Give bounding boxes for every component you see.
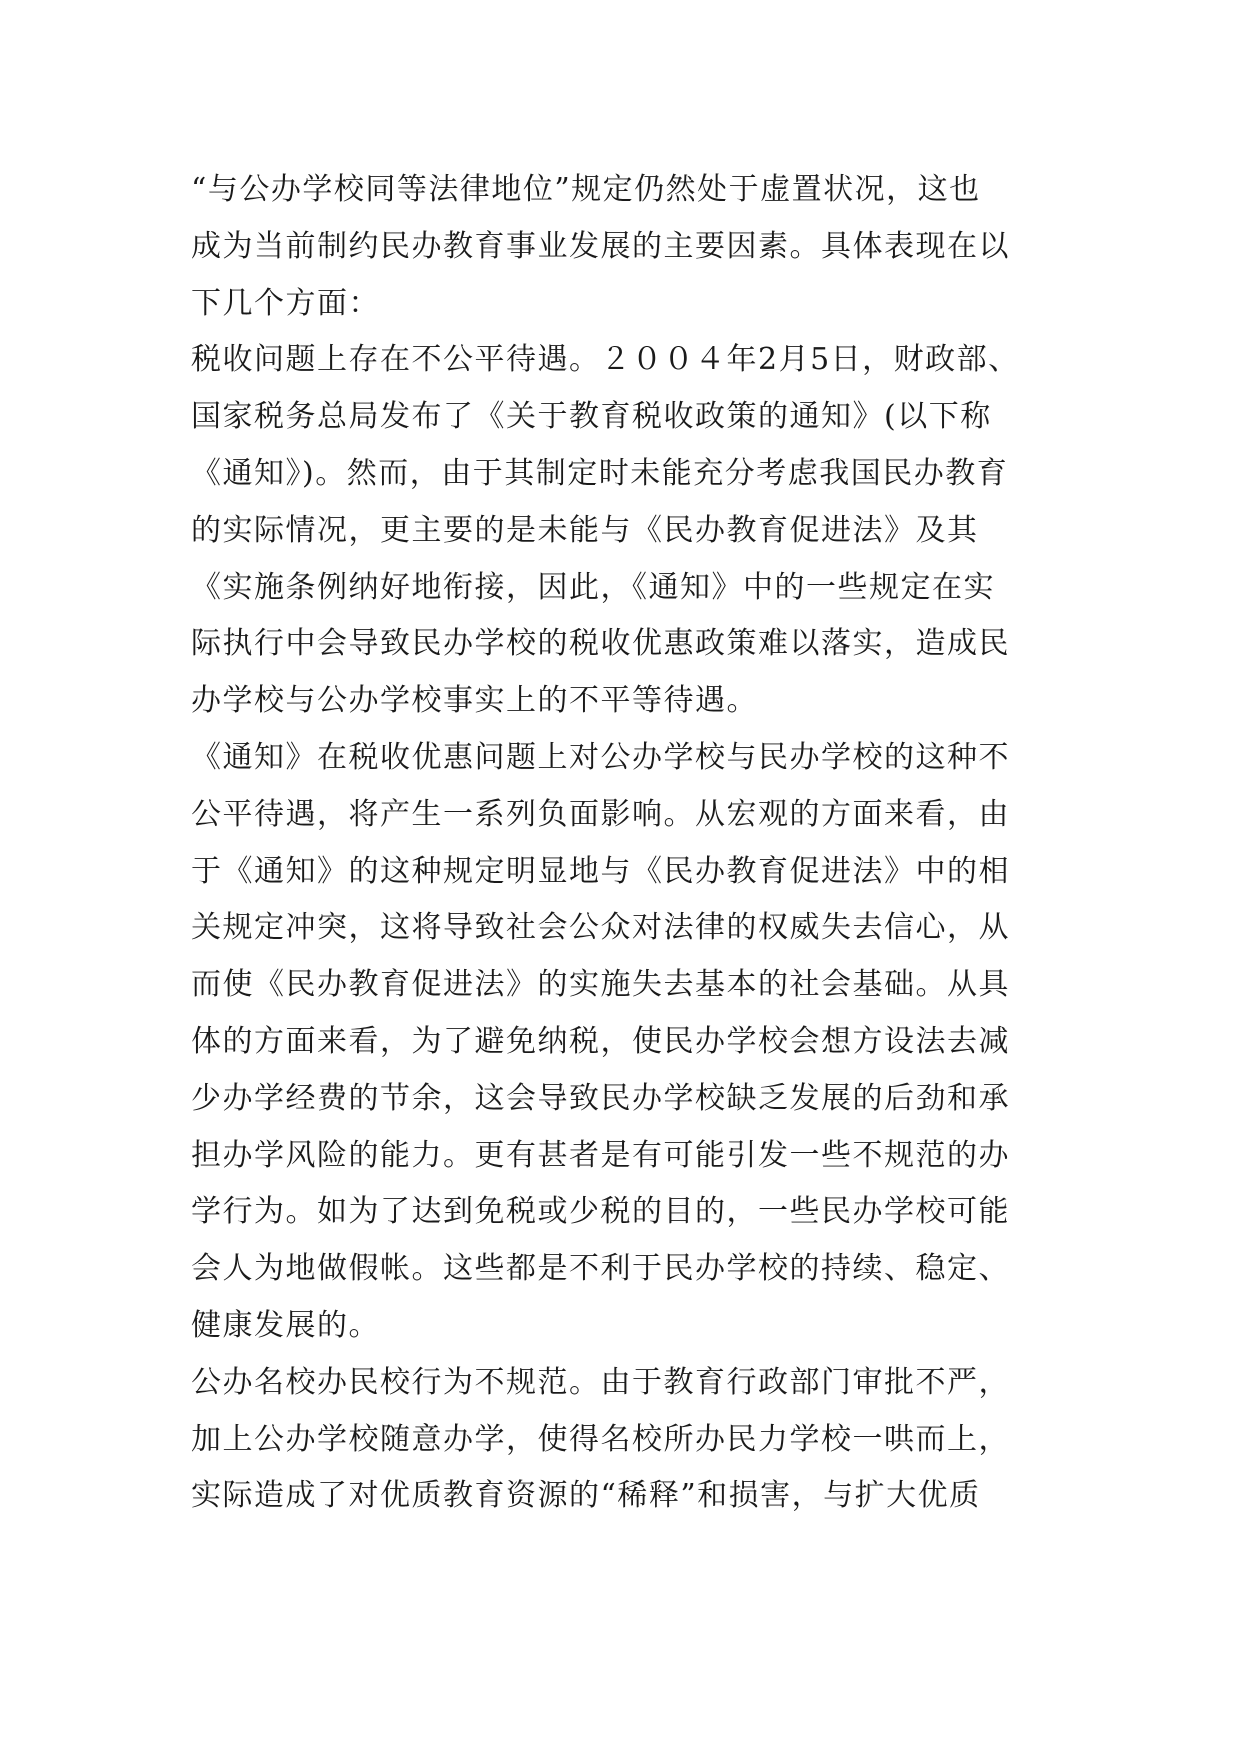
text-line: 办学校与公办学校事实上的不平等待遇。 xyxy=(191,683,758,719)
text-line: 税收问题上存在不公平待遇。２００４年2月5日，财政部、 xyxy=(191,342,1020,378)
text-line: 于《通知》的这种规定明显地与《民办教育促进法》中的相 xyxy=(191,853,1010,889)
text-line: 学行为。如为了达到免税或少税的目的，一些民办学校可能 xyxy=(191,1194,1010,1230)
text-line: 体的方面来看，为了避免纳税，使民办学校会想方设法去减 xyxy=(191,1023,1010,1059)
text-line: 《通知》)。然而，由于其制定时未能充分考虑我国民办教育 xyxy=(191,455,1009,491)
text-line: 加上公办学校随意办学，使得名校所办民力学校一哄而上， xyxy=(191,1421,1010,1457)
text-line: 际执行中会导致民办学校的税收优惠政策难以落实，造成民 xyxy=(191,626,1010,662)
text-line: 关规定冲突，这将导致社会公众对法律的权威失去信心，从 xyxy=(191,910,1010,946)
text-line: 会人为地做假帐。这些都是不利于民办学校的持续、稳定、 xyxy=(191,1251,1010,1287)
text-line: 而使《民办教育促进法》的实施失去基本的社会基础。从具 xyxy=(191,967,1010,1003)
text-line: 实际造成了对优质教育资源的“稀释”和损害，与扩大优质 xyxy=(191,1478,981,1514)
text-line: 少办学经费的节余，这会导致民办学校缺乏发展的后劲和承 xyxy=(191,1080,1010,1116)
text-line: 《实施条例纳好地衔接，因此，《通知》中的一些规定在实 xyxy=(191,569,995,605)
text-line: 《通知》在税收优惠问题上对公办学校与民办学校的这种不 xyxy=(191,739,1010,775)
text-line: 的实际情况，更主要的是未能与《民办教育促进法》及其 xyxy=(191,512,979,548)
text-line: 国家税务总局发布了《关于教育税收政策的通知》(以下称 xyxy=(191,399,992,435)
text-line: “与公办学校同等法律地位”规定仍然处于虚置状况，这也 xyxy=(191,172,981,207)
text-line: 公平待遇，将产生一系列负面影响。从宏观的方面来看，由 xyxy=(191,796,1010,832)
text-line: 健康发展的。 xyxy=(191,1307,380,1343)
text-line: 下几个方面： xyxy=(191,285,380,321)
text-line: 成为当前制约民办教育事业发展的主要因素。具体表现在以 xyxy=(191,228,1010,264)
text-line: 公办名校办民校行为不规范。由于教育行政部门审批不严， xyxy=(191,1364,1010,1400)
body-text xyxy=(191,162,1071,1525)
text-line: 担办学风险的能力。更有甚者是有可能引发一些不规范的办 xyxy=(191,1137,1010,1173)
